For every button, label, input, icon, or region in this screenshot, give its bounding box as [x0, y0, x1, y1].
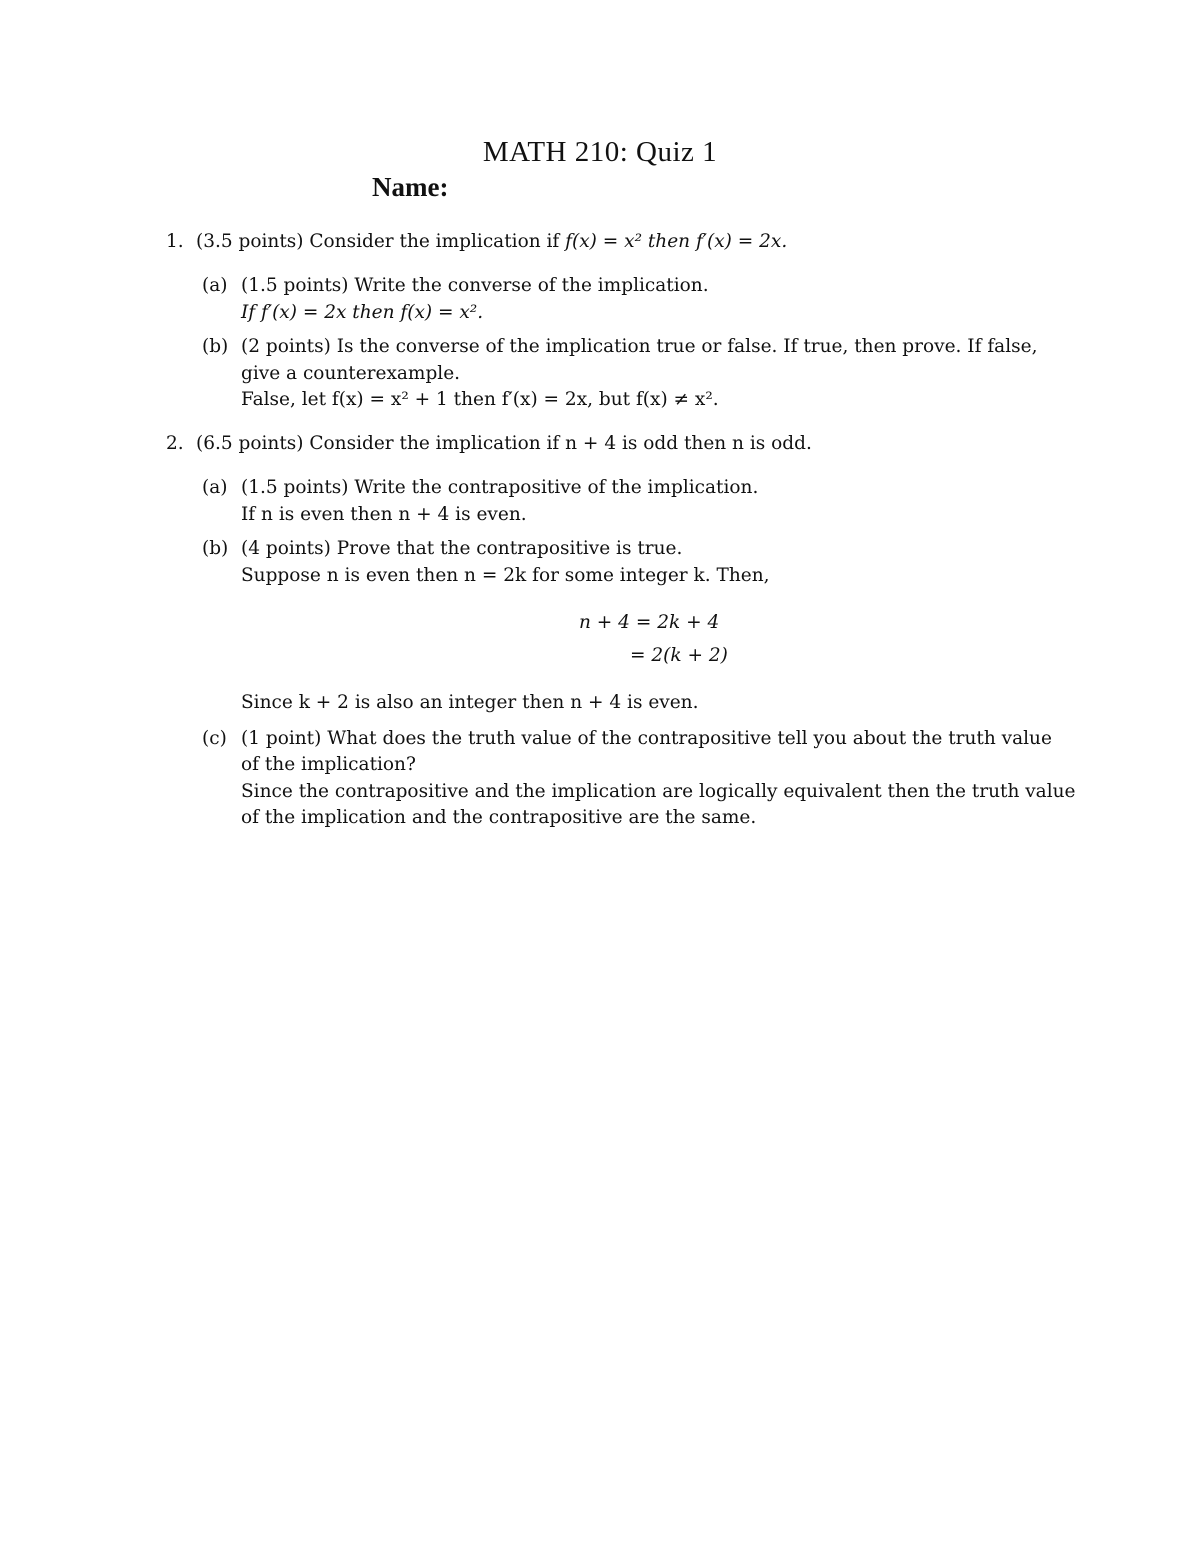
question-1-number: 1. — [166, 231, 184, 252]
q2-part-c-prompt-line2: of the implication? — [241, 754, 416, 775]
q2-part-a-prompt: (1.5 points) Write the contrapositive of the implication. — [241, 477, 759, 498]
q1-part-b-answer: False, let f(x) = x² + 1 then f′(x) = 2x, but f(x) ≠ x². — [241, 389, 719, 410]
question-2-points: (6.5 points) — [196, 433, 304, 454]
q1-part-b-prompt-line1: (2 points) Is the converse of the implication true or false. If true, then prove. If false, — [241, 336, 1038, 357]
equation-line-1: n + 4 = 2k + 4 — [579, 612, 720, 633]
equation-line-2: = 2(k + 2) — [630, 645, 728, 666]
q2-part-b-prompt: (4 points) Prove that the contrapositive is true. — [241, 538, 683, 559]
q2-part-b-answer-line1: Suppose n is even then n = 2k for some integer k. Then, — [241, 565, 770, 586]
q1-part-a-label: (a) — [202, 275, 228, 296]
q2-part-b-label: (b) — [202, 538, 229, 559]
name-label: Name: — [372, 172, 449, 202]
question-2-text — [196, 431, 812, 457]
question-1-text — [196, 229, 787, 255]
q1-part-a-prompt: (1.5 points) Write the converse of the implication. — [241, 275, 709, 296]
question-2-number: 2. — [166, 433, 184, 454]
q1-part-a-answer: If f′(x) = 2x then f(x) = x². — [241, 302, 484, 323]
q1-part-b-prompt-line2: give a counterexample. — [241, 363, 461, 384]
question-1-points: (3.5 points) — [196, 231, 304, 252]
q2-part-b-answer-line2: Since k + 2 is also an integer then n + 4 is even. — [241, 692, 699, 713]
question-2-prompt: Consider the implication if n + 4 is odd then n is odd. — [309, 433, 812, 454]
q1-part-b-label: (b) — [202, 336, 229, 357]
question-1-prompt: Consider the implication if — [309, 231, 560, 252]
q2-part-c-prompt-line1: (1 point) What does the truth value of the contrapositive tell you about the truth value — [241, 728, 1052, 749]
q2-part-a-answer: If n is even then n + 4 is even. — [241, 504, 527, 525]
q2-part-a-label: (a) — [202, 477, 228, 498]
question-1-math: f(x) = x² then f′(x) = 2x. — [565, 231, 788, 252]
q2-part-c-answer-line2: of the implication and the contrapositive are the same. — [241, 807, 757, 828]
q2-part-c-answer-line1: Since the contrapositive and the implication are logically equivalent then the truth value — [241, 781, 1076, 802]
q2-part-c-label: (c) — [202, 728, 227, 749]
page-title: MATH 210: Quiz 1 — [482, 136, 718, 168]
